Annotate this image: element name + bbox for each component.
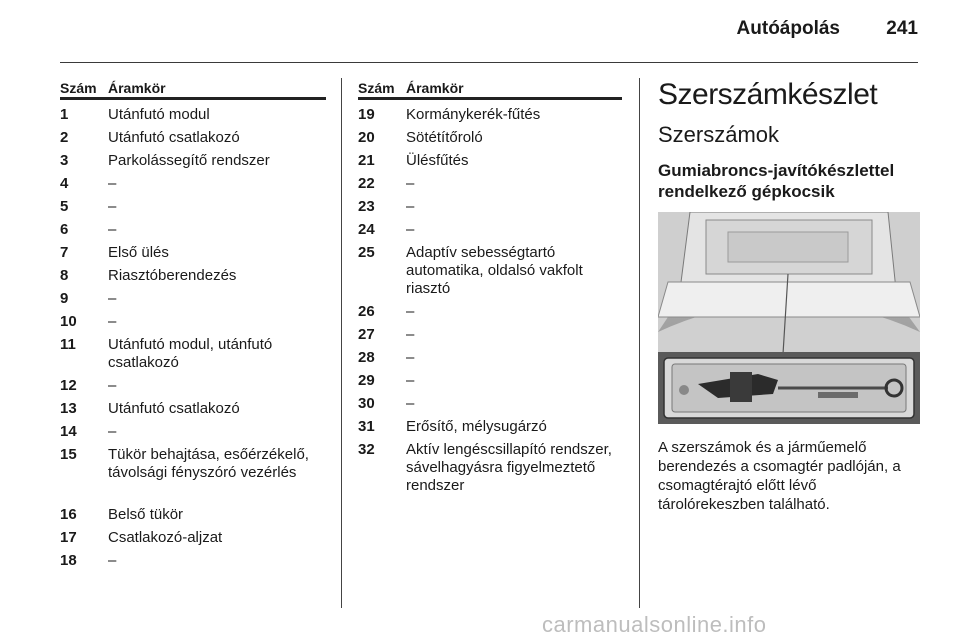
table-row xyxy=(60,267,326,290)
table-row xyxy=(358,244,622,303)
fuse-circuit: Tükör behajtása, esőérzékelő, távolsági fényszóró vezérlés xyxy=(108,446,309,481)
fuse-circuit: – xyxy=(406,395,415,412)
fuse-circuit: – xyxy=(108,423,117,440)
table-row xyxy=(60,198,326,221)
fuse-number: 32 xyxy=(358,441,375,458)
caption: A szerszámok és a járműemelő berendezés a csomagtér padlóján, a csomagtérajtó előtt lévő tárolórekeszben található. xyxy=(658,439,901,513)
fuse-circuit: – xyxy=(406,175,415,192)
fuse-table-left xyxy=(60,78,326,575)
page-number: 241 xyxy=(886,18,918,39)
table-row xyxy=(358,395,622,418)
fuse-number: 14 xyxy=(60,423,77,440)
column-divider xyxy=(341,78,342,608)
fuse-circuit: – xyxy=(406,372,415,389)
table-row xyxy=(358,129,622,152)
table-row xyxy=(60,529,326,552)
fuse-number: 8 xyxy=(60,267,69,284)
table-row xyxy=(358,106,622,129)
table-row xyxy=(60,175,326,198)
fuse-number: 15 xyxy=(60,446,77,463)
fuse-number: 20 xyxy=(358,129,375,146)
subsection-title: Szerszámok xyxy=(658,122,780,147)
fuse-number: 28 xyxy=(358,349,375,366)
table-header xyxy=(358,78,622,100)
fuse-circuit: Első ülés xyxy=(108,244,169,261)
fuse-number: 23 xyxy=(358,198,375,215)
fuse-circuit: Sötétítőroló xyxy=(406,129,483,146)
fuse-number: 24 xyxy=(358,221,375,238)
fuse-circuit: – xyxy=(406,326,415,343)
column-header-number: Szám xyxy=(358,80,395,96)
fuse-number: 4 xyxy=(60,175,69,192)
fuse-number: 2 xyxy=(60,129,69,146)
fuse-number: 22 xyxy=(358,175,375,192)
subsubsection-title: Gumiabroncs-javítókészlettel rendelkező gépkocsik xyxy=(658,161,895,201)
fuse-circuit: – xyxy=(108,175,117,192)
table-row xyxy=(358,326,622,349)
fuse-number: 11 xyxy=(60,336,76,353)
fuse-number: 13 xyxy=(60,400,77,417)
fuse-number: 27 xyxy=(358,326,375,343)
table-row xyxy=(60,152,326,175)
fuse-table-right xyxy=(358,78,622,501)
fuse-circuit: – xyxy=(108,290,117,307)
fuse-circuit: Erősítő, mélysugárzó xyxy=(406,418,547,435)
table-row xyxy=(358,372,622,395)
fuse-number: 19 xyxy=(358,106,375,123)
fuse-circuit: Utánfutó modul xyxy=(108,106,210,123)
table-row xyxy=(60,446,326,506)
fuse-circuit: Parkolássegítő rendszer xyxy=(108,152,270,169)
fuse-number: 10 xyxy=(60,313,77,330)
fuse-circuit: Utánfutó modul, utánfutó csatlakozó xyxy=(108,336,273,371)
table-header xyxy=(60,78,326,100)
fuse-number: 1 xyxy=(60,106,69,123)
table-row xyxy=(60,221,326,244)
fuse-circuit: Riasztóberendezés xyxy=(108,267,237,284)
fuse-circuit: Csatlakozó-aljzat xyxy=(108,529,223,546)
table-row xyxy=(60,313,326,336)
header-title: Autóápolás xyxy=(736,18,840,39)
fuse-number: 21 xyxy=(358,152,375,169)
table-row xyxy=(358,303,622,326)
table-row xyxy=(358,152,622,175)
table-row xyxy=(60,129,326,152)
table-row xyxy=(60,336,326,377)
fuse-number: 31 xyxy=(358,418,375,435)
fuse-number: 30 xyxy=(358,395,375,412)
fuse-number: 29 xyxy=(358,372,375,389)
table-row xyxy=(60,377,326,400)
table-row xyxy=(358,441,622,501)
fuse-circuit: Utánfutó csatlakozó xyxy=(108,129,240,146)
table-row xyxy=(60,423,326,446)
fuse-circuit: – xyxy=(108,221,117,238)
column-header-circuit: Áramkör xyxy=(406,80,464,96)
fuse-number: 5 xyxy=(60,198,69,215)
table-row xyxy=(60,400,326,423)
fuse-number: 3 xyxy=(60,152,69,169)
fuse-circuit: – xyxy=(406,221,415,238)
column-divider xyxy=(639,78,640,608)
fuse-circuit: Aktív lengéscsillapító rendszer, sávelhagyásra figyelmeztető rendszer xyxy=(406,441,612,494)
table-row xyxy=(60,106,326,129)
fuse-number: 25 xyxy=(358,244,375,261)
trunk-tools-photo xyxy=(658,212,920,424)
fuse-number: 6 xyxy=(60,221,69,238)
fuse-number: 17 xyxy=(60,529,77,546)
fuse-number: 26 xyxy=(358,303,375,320)
fuse-circuit: Ülésfűtés xyxy=(406,152,469,169)
fuse-circuit: – xyxy=(108,313,117,330)
toolkit-section xyxy=(658,78,920,514)
fuse-circuit: – xyxy=(406,303,415,320)
watermark: carmanualsonline.info xyxy=(542,612,767,637)
table-row xyxy=(358,175,622,198)
table-row xyxy=(358,221,622,244)
table-row xyxy=(60,290,326,313)
fuse-circuit: Utánfutó csatlakozó xyxy=(108,400,240,417)
fuse-circuit: – xyxy=(108,552,117,569)
column-header-number: Szám xyxy=(60,80,97,96)
page-header xyxy=(60,0,918,63)
table-row xyxy=(358,349,622,372)
fuse-circuit: Kormánykerék-fűtés xyxy=(406,106,541,123)
fuse-number: 7 xyxy=(60,244,69,261)
fuse-circuit: Adaptív sebességtartó automatika, oldalsó vakfolt riasztó xyxy=(406,244,583,297)
fuse-number: 12 xyxy=(60,377,77,394)
fuse-number: 9 xyxy=(60,290,69,307)
fuse-number: 18 xyxy=(60,552,77,569)
table-row xyxy=(60,552,326,575)
fuse-circuit: Belső tükör xyxy=(108,506,184,523)
table-row xyxy=(358,418,622,441)
table-row xyxy=(60,244,326,267)
fuse-circuit: – xyxy=(406,198,415,215)
fuse-circuit: – xyxy=(108,377,117,394)
table-row xyxy=(358,198,622,221)
fuse-circuit: – xyxy=(406,349,415,366)
section-title: Szerszámkészlet xyxy=(658,78,878,111)
table-row xyxy=(60,506,326,529)
fuse-number: 16 xyxy=(60,506,77,523)
fuse-circuit: – xyxy=(108,198,117,215)
column-header-circuit: Áramkör xyxy=(108,80,166,96)
